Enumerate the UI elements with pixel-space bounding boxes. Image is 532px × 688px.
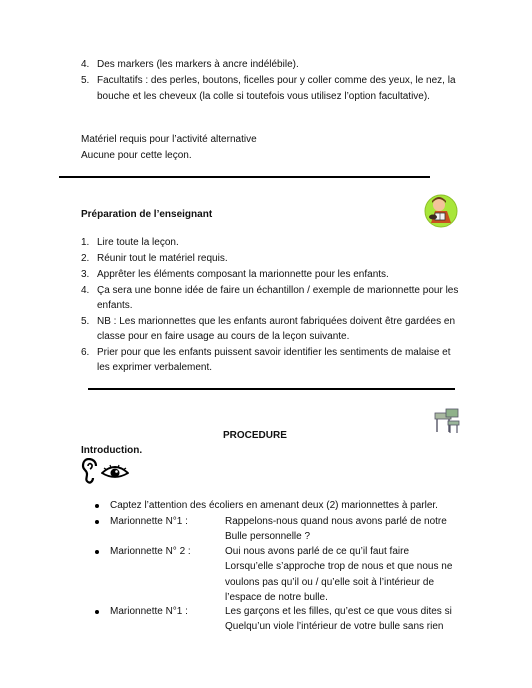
list-item-text: Facultatifs : des perles, boutons, ficelles pour y coller comme des yeux, le nez, la [97,75,456,86]
list-number: 2. [81,253,90,264]
list-number: 6. [81,347,90,358]
list-number: 4. [81,59,90,70]
bullet-dot [95,520,99,524]
list-item-text: classe pour en faire usage au cours de la leçon suivante. [97,331,350,342]
list-item-text: Prier pour que les enfants puissent savoir identifier les sentiments de malaise et [97,347,451,358]
prep-heading: Préparation de l’enseignant [81,209,213,220]
list-item-text: Réunir tout le matériel requis. [97,253,228,264]
dialogue-line: Lorsqu’elle s’approche trop de nous et que nous ne [225,561,453,572]
list-item-text: NB : Les marionnettes que les enfants auront fabriquées doivent être gardées en [97,316,456,327]
alt-material-title: Matériel requis pour l’activité alternative [81,134,257,145]
dialogue-line: voulons pas qu’il ou / qu’elle soit à l’intérieur de [225,577,435,588]
procedure-heading: PROCEDURE [223,430,287,441]
section-divider [59,176,430,178]
intro-heading: Introduction. [81,445,143,456]
list-item-text: Lire toute la leçon. [97,237,179,248]
dialogue-line: l’espace de notre bulle. [225,592,328,603]
list-item-text: les exprimer verbalement. [97,362,213,373]
list-number: 5. [81,75,90,86]
list-item-text: Ça sera une bonne idée de faire un échantillon / exemple de marionnette pour les [97,285,459,296]
bullet-dot [95,504,99,508]
dialogue-line: Quelqu’un viole l’intérieur de votre bulle sans rien [225,621,444,632]
teacher-reading-icon [421,193,461,229]
alt-material-text: Aucune pour cette leçon. [81,150,192,161]
list-number: 3. [81,269,90,280]
school-desk-icon [432,405,462,435]
list-item-text: bouche et les cheveux (la colle si toutefois vous utilisez l’option facultative). [97,91,430,102]
list-item-text: Des markers (les markers à ancre indélébile). [97,59,299,70]
bullet-dot [95,550,99,554]
dialogue-line: Rappelons-nous quand nous avons parlé de notre [225,516,447,527]
section-divider [88,388,455,390]
list-number: 4. [81,285,90,296]
puppet-label: Marionnette N°1 : [110,606,188,617]
list-item-text: Apprêter les éléments composant la marionnette pour les enfants. [97,269,389,280]
list-number: 1. [81,237,90,248]
eye-icon [101,463,129,481]
puppet-label: Marionnette N° 2 : [110,546,191,557]
bullet-dot [95,610,99,614]
dialogue-line: Les garçons et les filles, qu’est ce que vous dites si [225,606,452,617]
list-number: 5. [81,316,90,327]
ear-icon [81,458,101,484]
list-item-text: enfants. [97,300,133,311]
bullet-text: Captez l’attention des écoliers en amenant deux (2) marionnettes à parler. [110,500,438,511]
dialogue-line: Oui nous avons parlé de ce qu’il faut faire [225,546,409,557]
puppet-label: Marionnette N°1 : [110,516,188,527]
dialogue-line: Bulle personnelle ? [225,531,311,542]
